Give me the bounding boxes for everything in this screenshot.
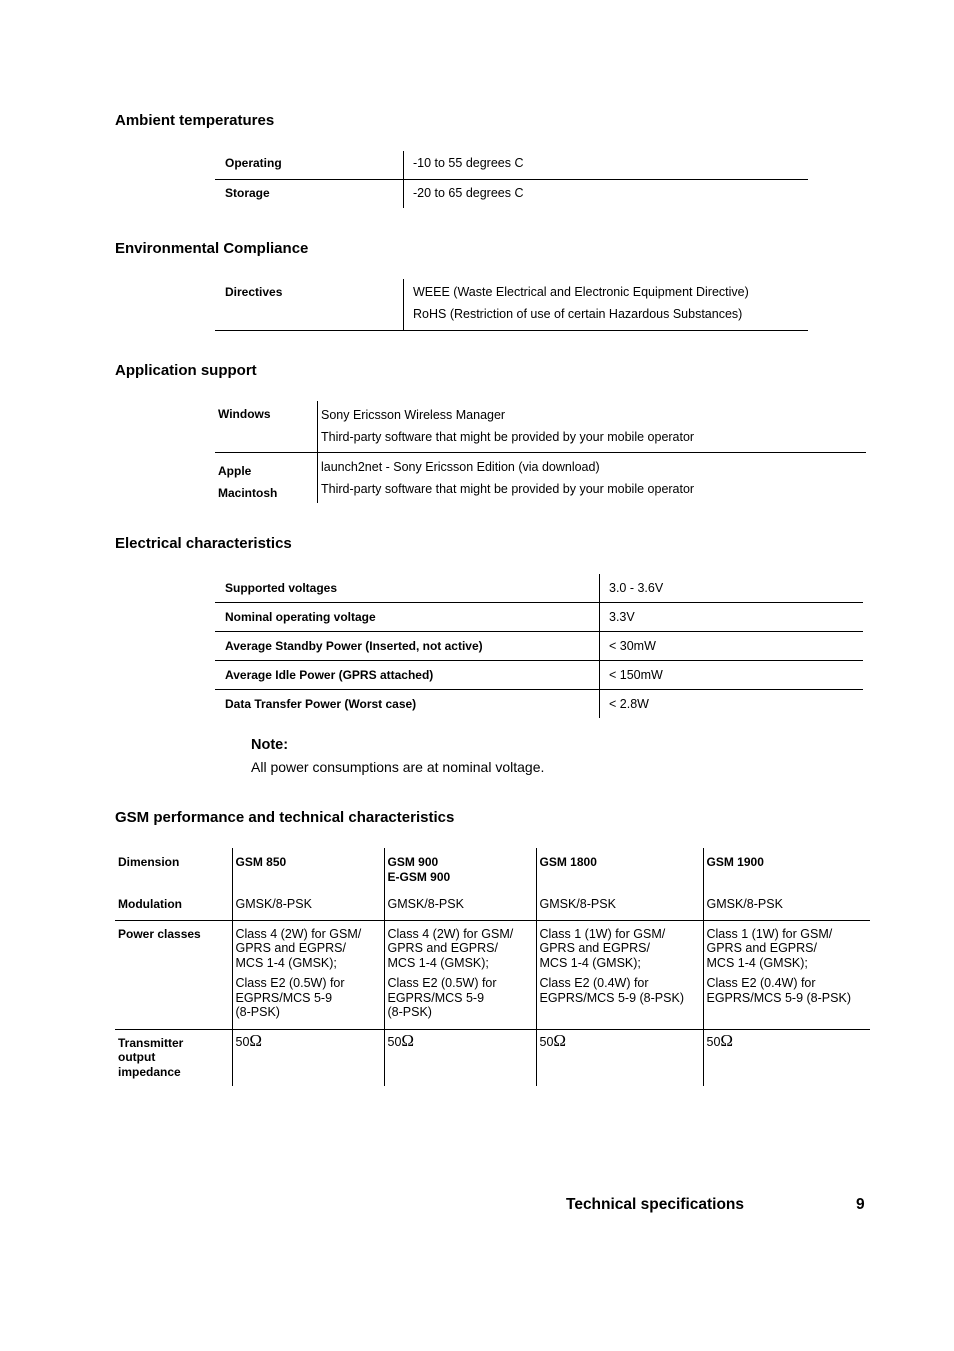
row-value: < 2.8W — [600, 690, 864, 719]
label-line: Macintosh — [218, 485, 278, 500]
row-value: -20 to 65 degrees C — [404, 179, 809, 208]
directive-rohs: RoHS (Restriction of use of certain Hazardous Substances) — [413, 307, 743, 321]
row-value — [404, 279, 809, 330]
power-class-cell — [536, 920, 703, 1029]
band-name: GSM 1800 — [539, 855, 597, 869]
label-line: impedance — [118, 1064, 181, 1079]
table-row-power-classes — [115, 920, 870, 1029]
row-value: < 150mW — [600, 661, 864, 690]
modulation-value: GMSK/8-PSK — [232, 897, 384, 920]
impedance-number: 50 — [706, 1034, 721, 1049]
directive-weee: WEEE (Waste Electrical and Electronic Equipment Directive) — [413, 285, 749, 299]
row-value — [318, 452, 867, 503]
row-label — [115, 1029, 232, 1086]
software-item: Sony Ericsson Wireless Manager — [321, 408, 506, 422]
row-label: Data Transfer Power (Worst case) — [225, 697, 417, 711]
row-label: Dimension — [118, 855, 180, 869]
band-header — [232, 848, 384, 897]
power-text: MCS 1-4 (GMSK); — [539, 955, 641, 970]
power-class-cell — [384, 920, 536, 1029]
impedance-number: 50 — [235, 1034, 250, 1049]
band-header — [536, 848, 703, 897]
application-table — [215, 401, 866, 503]
power-class-cell — [232, 920, 384, 1029]
table-row-modulation — [115, 897, 870, 920]
modulation-value: GMSK/8-PSK — [536, 897, 703, 920]
table-row — [215, 661, 863, 690]
band-header — [384, 848, 536, 897]
row-label: Operating — [215, 151, 404, 179]
row-label: Average Standby Power (Inserted, not active) — [215, 632, 600, 661]
software-item: launch2net - Sony Ericsson Edition (via download) — [321, 459, 600, 474]
power-text: MCS 1-4 (GMSK); — [706, 955, 808, 970]
power-text: MCS 1-4 (GMSK); — [235, 955, 337, 970]
table-row — [215, 179, 808, 208]
page-number: 9 — [856, 1196, 865, 1213]
table-row — [215, 574, 863, 603]
row-value: < 30mW — [600, 632, 864, 661]
heading-gsm-performance: GSM performance and technical characteristics — [115, 809, 455, 826]
row-label: Directives — [215, 279, 404, 330]
environmental-table — [215, 279, 808, 331]
power-text: Class E2 (0.5W) for — [387, 976, 497, 990]
row-value: 3.3V — [600, 603, 864, 632]
impedance-number: 50 — [539, 1034, 554, 1049]
ohm-symbol: Ω — [401, 1030, 415, 1050]
heading-environmental-compliance: Environmental Compliance — [115, 240, 309, 257]
power-text: Class 1 (1W) for GSM/ — [706, 926, 833, 941]
power-text: GPRS and EGPRS/ — [539, 941, 650, 955]
table-row — [215, 632, 863, 661]
label-line: output — [118, 1050, 156, 1064]
table-row — [215, 279, 808, 330]
power-text: MCS 1-4 (GMSK); — [387, 955, 489, 970]
gsm-table — [115, 848, 870, 1086]
label-line: Transmitter — [118, 1035, 184, 1050]
electrical-table — [215, 574, 863, 718]
row-label: Modulation — [115, 897, 232, 920]
row-label: Power classes — [115, 920, 232, 1029]
power-text: EGPRS/MCS 5-9 (8-PSK) — [706, 990, 851, 1005]
impedance-value — [384, 1029, 536, 1086]
ambient-table — [215, 151, 808, 208]
power-text: EGPRS/MCS 5-9 — [235, 990, 333, 1005]
ohm-symbol: Ω — [720, 1030, 734, 1050]
table-row-dimension — [115, 848, 870, 897]
row-value — [318, 401, 867, 452]
label-line: Apple — [218, 463, 252, 478]
table-row — [215, 690, 863, 719]
modulation-value: GMSK/8-PSK — [384, 897, 536, 920]
table-row — [215, 151, 808, 179]
row-label: Average Idle Power (GPRS attached) — [215, 661, 600, 690]
power-text: EGPRS/MCS 5-9 — [387, 990, 485, 1005]
power-text: Class E2 (0.5W) for — [235, 976, 345, 990]
band-name: GSM 1900 — [706, 855, 764, 869]
row-value: -10 to 55 degrees C — [404, 151, 809, 179]
power-text: GPRS and EGPRS/ — [235, 941, 346, 955]
software-item: Third-party software that might be provided by your mobile operator — [321, 430, 695, 444]
table-row — [215, 603, 863, 632]
modulation-value: GMSK/8-PSK — [703, 897, 870, 920]
note-text: All power consumptions are at nominal voltage. — [251, 759, 545, 775]
row-label-windows: Windows — [215, 401, 318, 452]
row-label: Nominal operating voltage — [215, 603, 600, 632]
band-name: GSM 850 — [235, 855, 287, 869]
heading-application-support: Application support — [115, 362, 257, 379]
ohm-symbol: Ω — [249, 1030, 263, 1050]
table-row — [215, 401, 866, 452]
heading-electrical-characteristics: Electrical characteristics — [115, 535, 292, 552]
table-row — [215, 452, 866, 503]
power-text: Class 4 (2W) for GSM/ — [387, 926, 514, 941]
power-text: Class 4 (2W) for GSM/ — [235, 926, 362, 941]
heading-ambient-temperatures: Ambient temperatures — [115, 112, 275, 129]
power-text: GPRS and EGPRS/ — [387, 941, 498, 955]
row-label: Supported voltages — [215, 574, 600, 603]
impedance-number: 50 — [387, 1034, 402, 1049]
power-text: EGPRS/MCS 5-9 (8-PSK) — [539, 990, 684, 1005]
impedance-value — [232, 1029, 384, 1086]
impedance-value — [536, 1029, 703, 1086]
impedance-value — [703, 1029, 870, 1086]
band-name: GSM 900 — [387, 855, 439, 869]
power-text: Class E2 (0.4W) for — [706, 976, 816, 990]
row-label: Storage — [225, 185, 270, 200]
power-text: (8-PSK) — [235, 1005, 280, 1019]
table-row-impedance — [115, 1029, 870, 1086]
power-class-cell — [703, 920, 870, 1029]
row-label-apple-macintosh — [215, 452, 318, 503]
row-value: 3.0 - 3.6V — [600, 574, 864, 603]
power-text: Class 1 (1W) for GSM/ — [539, 926, 666, 941]
power-text: (8-PSK) — [387, 1005, 432, 1019]
power-text: Class E2 (0.4W) for — [539, 976, 649, 990]
power-text: GPRS and EGPRS/ — [706, 941, 817, 955]
band-name: E-GSM 900 — [387, 869, 451, 884]
note-title: Note: — [251, 737, 289, 753]
band-header — [703, 848, 870, 897]
footer-section-title: Technical specifications — [566, 1196, 745, 1213]
software-item: Third-party software that might be provided by your mobile operator — [321, 481, 695, 496]
ohm-symbol: Ω — [553, 1030, 567, 1050]
